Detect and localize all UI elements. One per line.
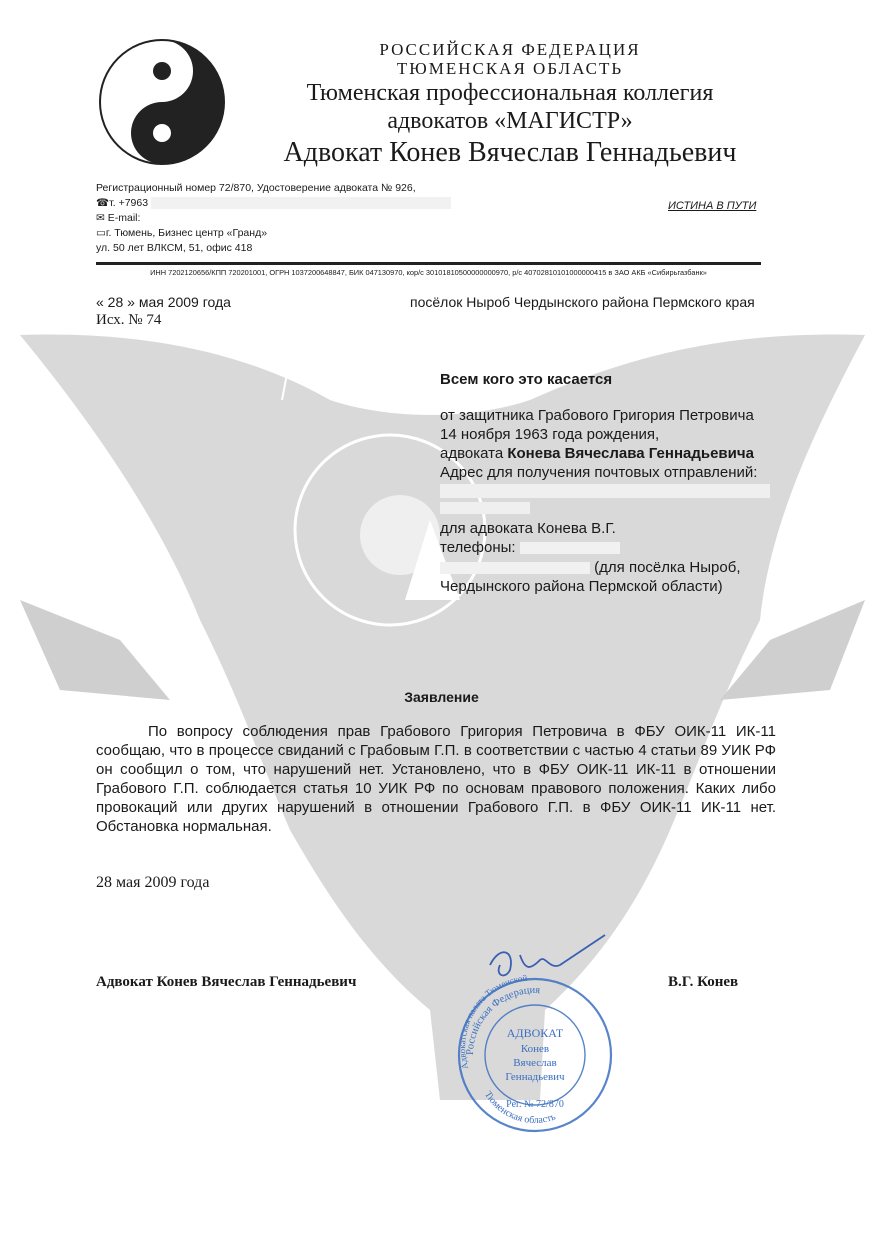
header-country: РОССИЙСКАЯ ФЕДЕРАЦИЯ — [379, 40, 641, 59]
header-org-line1: Тюменская профессиональная коллегия — [306, 80, 714, 106]
date-line: « 28 » мая 2009 года — [96, 294, 231, 310]
recipient-from2: 14 ноября 1963 года рождения, — [440, 426, 660, 443]
redacted-phone-3 — [440, 562, 590, 574]
statement-title: Заявление — [404, 689, 479, 705]
recipient-from1: от защитника Грабового Григория Петровича — [440, 407, 754, 424]
recipient-phones: телефоны: — [440, 538, 620, 557]
outgoing-number: Исх. № 74 — [96, 312, 162, 328]
place-line: посёлок Ныроб Чердынского района Пермского края — [410, 294, 755, 310]
redacted-phone-2 — [520, 542, 620, 554]
phone-icon: ☎ — [96, 197, 110, 209]
recipient-phone-note: (для посёлка Ныроб, — [440, 558, 740, 577]
lawyer-stamp — [455, 975, 615, 1135]
email-line: ✉ E-mail: — [96, 212, 141, 224]
stamp-center2: Конев — [520, 1043, 550, 1055]
recipient-title: Всем кого это касается — [440, 371, 613, 388]
header-org-line2: адвокатов «МАГИСТР» — [387, 108, 633, 134]
header-lawyer: Адвокат Конев Вячеслав Геннадьевич — [283, 137, 737, 168]
address-line1: ▭г. Тюмень, Бизнес центр «Гранд» — [96, 227, 268, 239]
redacted-address-1 — [440, 484, 770, 498]
statement-body: По вопросу соблюдения прав Грабового Григория Петровича в ФБУ ОИК-11 ИК-11 сообщаю, что в процессе свиданий с Грабовым Г.П. в соответствии с частью 4 статьи 89 УИК РФ он сообщил о том, что нарушений нет. Установлено, что в ФБУ ОИК-11 ИК-11 в отношении Грабового Г.П. соблюдается статья 10 УИК РФ по основам правового положения. Каких либо провокаций или других нарушений в отношении Грабового Г.П. в ФБУ ОИК-11 ИК-11 нет. Обстановка нормальная. — [96, 723, 776, 835]
stamp-outer-top: Российская Федерация — [464, 984, 541, 1056]
signature-right-name: В.Г. Конев — [668, 974, 739, 990]
stamp-center4: Геннадьевич — [505, 1071, 565, 1083]
stamp-center3: Вячеслав — [513, 1057, 557, 1069]
yin-yang-logo — [98, 38, 226, 166]
recipient-address-label: Адрес для получения почтовых отправлений: — [440, 464, 758, 481]
building-icon: ▭ — [96, 227, 106, 239]
stamp-center1: АДВОКАТ — [506, 1026, 564, 1040]
registration-line: Регистрационный номер 72/870, Удостоверение адвоката № 926, — [96, 182, 416, 194]
motto: ИСТИНА В ПУТИ — [668, 200, 757, 212]
stamp-reg: Рег. № 72/870 — [506, 1099, 564, 1110]
stamp-outer-top2: Адвокатская палата Тюменской — [457, 975, 528, 1071]
email-icon: ✉ — [96, 212, 105, 224]
recipient-for-lawyer: для адвоката Конева В.Г. — [440, 520, 616, 537]
recipient-lawyer: адвоката Конева Вячеслава Геннадьевича — [440, 445, 754, 462]
header-region: ТЮМЕНСКАЯ ОБЛАСТЬ — [396, 59, 624, 78]
stamp-outer-bottom: Тюменская область — [482, 1089, 558, 1127]
signature-left-name: Адвокат Конев Вячеслав Геннадьевич — [96, 974, 357, 990]
header-divider — [96, 262, 761, 265]
redacted-phone — [151, 197, 451, 209]
bank-details: ИНН 7202120656/КПП 720201001, ОГРН 1037200648847, БИК 047130970, кор/с 30101810500000000970, р/с 40702810101000000415 в ЗАО АКБ «Сибирьгазбанк» — [150, 268, 707, 277]
address-line2: ул. 50 лет ВЛКСМ, 51, офис 418 — [96, 242, 253, 254]
redacted-address-2 — [440, 502, 530, 514]
phone-line: ☎т. +7963 — [96, 197, 451, 210]
recipient-phone-note2: Чердынского района Пермской области) — [440, 578, 723, 595]
sign-date: 28 мая 2009 года — [96, 874, 210, 891]
